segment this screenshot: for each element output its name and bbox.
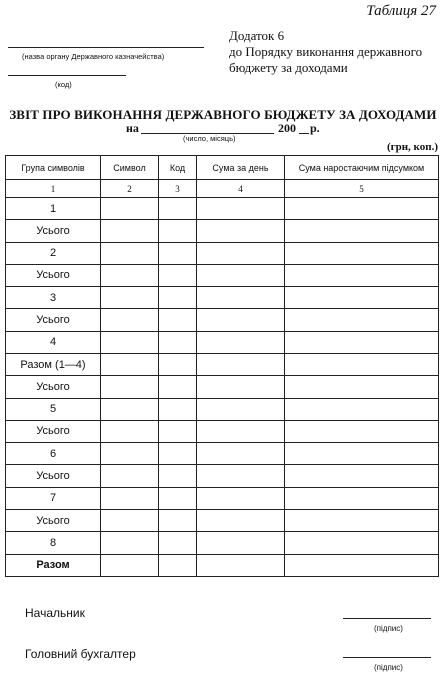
table-cell-col-3[interactable]: [159, 509, 197, 531]
table-cell-col-3[interactable]: [159, 353, 197, 375]
table-cell-col-4[interactable]: [197, 198, 285, 220]
column-header-1: Група символів: [6, 156, 101, 180]
chief-accountant-signature-field[interactable]: [343, 657, 431, 658]
table-cell-col-4[interactable]: [197, 487, 285, 509]
table-cell-col-2[interactable]: [101, 443, 159, 465]
table-cell-col-4[interactable]: [197, 309, 285, 331]
group-label: Разом: [6, 554, 101, 577]
group-label: 8: [6, 532, 101, 554]
table-row: [6, 331, 439, 353]
table-cell-col-4[interactable]: [197, 554, 285, 577]
table-cell-col-5[interactable]: [285, 376, 439, 398]
column-number-1: 1: [6, 180, 101, 198]
group-label: 7: [6, 487, 101, 509]
group-label: Усього: [6, 264, 101, 286]
table-cell-col-3[interactable]: [159, 331, 197, 353]
group-label: Усього: [6, 465, 101, 487]
table-cell-col-2[interactable]: [101, 487, 159, 509]
appendix-line-3: бюджету за доходами: [229, 60, 348, 75]
table-row: [6, 376, 439, 398]
table-row: [6, 287, 439, 309]
table-row: [6, 264, 439, 286]
code-field[interactable]: [8, 75, 126, 76]
table-cell-col-2[interactable]: [101, 376, 159, 398]
table-row: [6, 487, 439, 509]
table-cell-col-4[interactable]: [197, 353, 285, 375]
column-number-row: [6, 180, 439, 198]
organ-name-caption: (назва органу Державного казначейства): [22, 52, 165, 61]
table-row: [6, 443, 439, 465]
code-caption: (код): [55, 80, 72, 89]
table-cell-col-5[interactable]: [285, 331, 439, 353]
table-cell-col-2[interactable]: [101, 198, 159, 220]
table-cell-col-4[interactable]: [197, 532, 285, 554]
document-title: ЗВІТ ПРО ВИКОНАННЯ ДЕРЖАВНОГО БЮДЖЕТУ ЗА ДОХОДАМИ: [9, 107, 437, 122]
table-cell-col-2[interactable]: [101, 532, 159, 554]
table-row: [6, 532, 439, 554]
group-label: 6: [6, 443, 101, 465]
column-header-5: Сума наростаючим підсумком: [285, 156, 439, 180]
column-header-3: Код: [159, 156, 197, 180]
group-label: Усього: [6, 309, 101, 331]
column-number-3: 3: [159, 180, 197, 198]
table-cell-col-5[interactable]: [285, 287, 439, 309]
table-cell-col-2[interactable]: [101, 353, 159, 375]
column-number-2: 2: [101, 180, 159, 198]
year-prefix: 200: [278, 121, 296, 135]
table-cell-col-2[interactable]: [101, 509, 159, 531]
table-cell-col-5[interactable]: [285, 398, 439, 420]
header-row: [6, 156, 439, 180]
table-cell-col-3[interactable]: [159, 554, 197, 577]
group-label: 1: [6, 198, 101, 220]
group-label: 3: [6, 287, 101, 309]
table-row: [6, 309, 439, 331]
table-cell-col-3[interactable]: [159, 242, 197, 264]
table-cell-col-3[interactable]: [159, 532, 197, 554]
table-cell-col-3[interactable]: [159, 465, 197, 487]
table-cell-col-4[interactable]: [197, 420, 285, 442]
chief-accountant-signature-caption: (підпис): [374, 663, 403, 672]
group-label: 2: [6, 242, 101, 264]
table-row: [6, 220, 439, 242]
table-row: [6, 398, 439, 420]
table-cell-col-5[interactable]: [285, 465, 439, 487]
table-cell-col-5[interactable]: [285, 353, 439, 375]
table-cell-col-2[interactable]: [101, 264, 159, 286]
appendix-line-2: до Порядку виконання державного: [229, 44, 423, 59]
table-cell-col-4[interactable]: [197, 376, 285, 398]
date-caption: (число, місяць): [183, 134, 236, 143]
table-cell-col-3[interactable]: [159, 264, 197, 286]
table-cell-col-4[interactable]: [197, 509, 285, 531]
date-prefix: на: [126, 121, 139, 135]
head-signature-label: Начальник: [25, 606, 85, 620]
table-cell-col-4[interactable]: [197, 264, 285, 286]
table-cell-col-5[interactable]: [285, 509, 439, 531]
table-cell-col-4[interactable]: [197, 398, 285, 420]
table-cell-col-2[interactable]: [101, 309, 159, 331]
group-label: 5: [6, 398, 101, 420]
table-row: [6, 353, 439, 375]
table-cell-col-4[interactable]: [197, 287, 285, 309]
table-cell-col-3[interactable]: [159, 420, 197, 442]
table-cell-col-4[interactable]: [197, 242, 285, 264]
table-cell-col-3[interactable]: [159, 398, 197, 420]
year-suffix: р.: [310, 121, 320, 135]
table-row: [6, 554, 439, 577]
table-cell-col-2[interactable]: [101, 420, 159, 442]
appendix-line-1: Додаток 6: [229, 28, 285, 43]
table-label: Таблиця 27: [366, 3, 436, 19]
table-cell-col-2[interactable]: [101, 220, 159, 242]
column-number-5: 5: [285, 180, 439, 198]
table-cell-col-5[interactable]: [285, 309, 439, 331]
units-label: (грн, коп.): [386, 141, 438, 153]
group-label: 4: [6, 331, 101, 353]
table-row: [6, 509, 439, 531]
table-row: [6, 242, 439, 264]
table-cell-col-2[interactable]: [101, 242, 159, 264]
table-cell-col-2[interactable]: [101, 287, 159, 309]
table-cell-col-2[interactable]: [101, 465, 159, 487]
table-cell-col-5[interactable]: [285, 487, 439, 509]
table-body: [6, 198, 439, 577]
table-row: [6, 465, 439, 487]
table-cell-col-4[interactable]: [197, 443, 285, 465]
table-cell-col-5[interactable]: [285, 420, 439, 442]
appendix-note: [229, 28, 439, 76]
column-header-4: Сума за день: [197, 156, 285, 180]
table-cell-col-4[interactable]: [197, 220, 285, 242]
group-label: Усього: [6, 509, 101, 531]
table-cell-col-5[interactable]: [285, 198, 439, 220]
table-cell-col-2[interactable]: [101, 331, 159, 353]
table-cell-col-4[interactable]: [197, 465, 285, 487]
report-table: [5, 155, 439, 577]
table-cell-col-5[interactable]: [285, 532, 439, 554]
group-label: Усього: [6, 420, 101, 442]
table-cell-col-2[interactable]: [101, 554, 159, 577]
head-signature-caption: (підпис): [374, 624, 403, 633]
table-cell-col-5[interactable]: [285, 443, 439, 465]
table-cell-col-3[interactable]: [159, 443, 197, 465]
table-cell-col-3[interactable]: [159, 287, 197, 309]
chief-accountant-signature-label: Головний бухгалтер: [25, 647, 136, 661]
table-cell-col-3[interactable]: [159, 487, 197, 509]
head-signature-field[interactable]: [343, 618, 431, 619]
table-cell-col-3[interactable]: [159, 198, 197, 220]
table-cell-col-5[interactable]: [285, 220, 439, 242]
table-cell-col-2[interactable]: [101, 398, 159, 420]
column-header-2: Символ: [101, 156, 159, 180]
table-row: [6, 198, 439, 220]
year-field[interactable]: [299, 133, 309, 134]
organ-name-field[interactable]: [8, 47, 204, 48]
table-cell-col-3[interactable]: [159, 220, 197, 242]
column-number-4: 4: [197, 180, 285, 198]
group-label: Усього: [6, 376, 101, 398]
table-cell-col-5[interactable]: [285, 242, 439, 264]
table-cell-col-5[interactable]: [285, 264, 439, 286]
group-label: Разом (1—4): [6, 353, 101, 375]
table-cell-col-5[interactable]: [285, 554, 439, 577]
table-cell-col-3[interactable]: [159, 376, 197, 398]
table-cell-col-4[interactable]: [197, 331, 285, 353]
table-cell-col-3[interactable]: [159, 309, 197, 331]
group-label: Усього: [6, 220, 101, 242]
table-row: [6, 420, 439, 442]
